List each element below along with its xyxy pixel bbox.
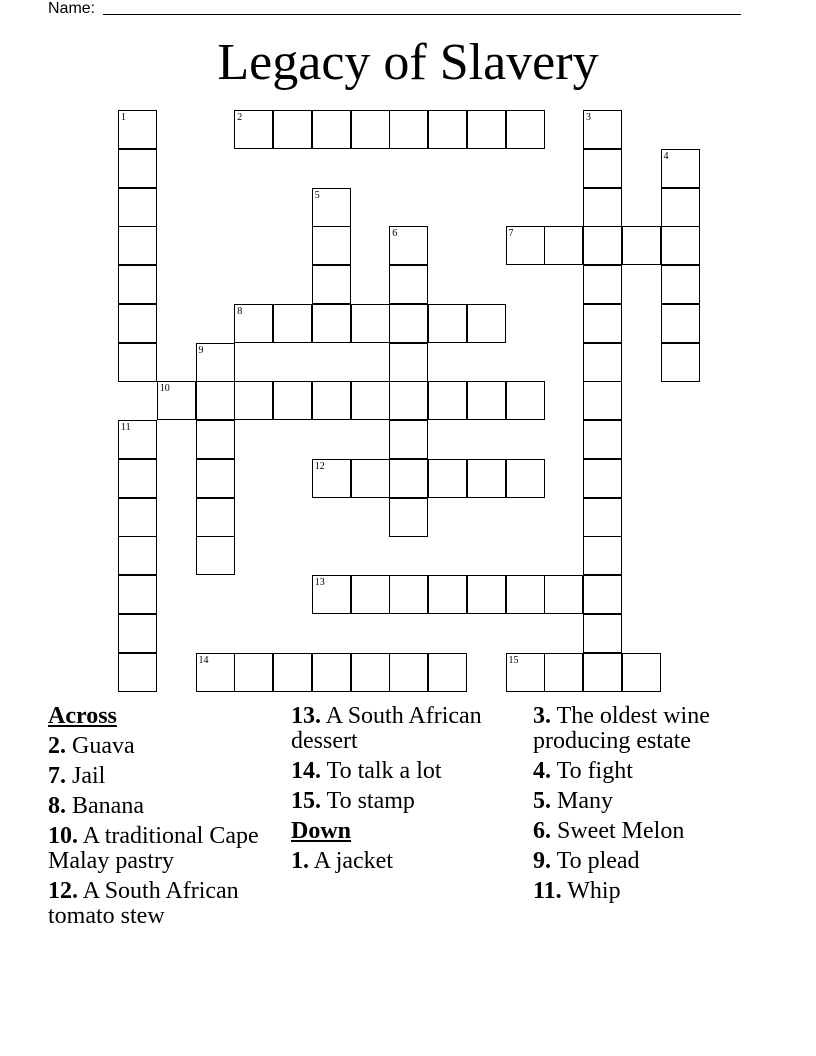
grid-cell[interactable]	[118, 226, 157, 265]
grid-cell[interactable]	[351, 459, 390, 498]
clue-number: 10	[159, 383, 170, 395]
clue-number: 14	[198, 654, 209, 666]
grid-cell[interactable]	[583, 614, 622, 653]
grid-cell[interactable]	[544, 226, 583, 265]
grid-cell[interactable]	[312, 381, 351, 420]
grid-cell[interactable]	[661, 343, 700, 382]
grid-cell[interactable]	[389, 110, 428, 149]
grid-cell[interactable]	[312, 188, 351, 227]
grid-cell[interactable]	[118, 110, 157, 149]
grid-cell[interactable]	[544, 575, 583, 614]
clue-column-1	[48, 704, 288, 934]
grid-cell[interactable]	[389, 304, 428, 343]
grid-cell[interactable]	[157, 381, 196, 420]
grid-cell[interactable]	[583, 498, 622, 537]
grid-cell[interactable]	[118, 575, 157, 614]
grid-cell[interactable]	[118, 265, 157, 304]
grid-cell[interactable]	[389, 226, 428, 265]
grid-cell[interactable]	[196, 653, 235, 692]
clue-down-1: 1. A jacket	[291, 848, 393, 874]
clue-number: 3	[586, 112, 591, 123]
grid-cell[interactable]	[389, 343, 428, 382]
clue-number: 11	[121, 422, 131, 433]
clue-across-8: 8. Banana	[48, 793, 144, 819]
clue-down-6: 6. Sweet Melon	[533, 818, 685, 844]
grid-cell[interactable]	[467, 110, 506, 149]
grid-cell[interactable]	[506, 110, 545, 149]
grid-cell[interactable]	[661, 265, 700, 304]
clue-across-10: 10. A traditional Cape Malay pastry	[48, 823, 259, 874]
grid-cell[interactable]	[196, 343, 235, 382]
grid-cell[interactable]	[583, 420, 622, 459]
grid-cell[interactable]	[351, 381, 390, 420]
clue-number: 8	[237, 305, 243, 317]
grid-cell[interactable]	[273, 653, 312, 692]
grid-cell[interactable]	[118, 653, 157, 692]
grid-cell[interactable]	[312, 575, 351, 614]
grid-cell[interactable]	[389, 575, 428, 614]
grid-cell[interactable]	[506, 381, 545, 420]
clue-down-11: 11. Whip	[533, 878, 621, 904]
grid-cell[interactable]	[118, 536, 157, 575]
grid-cell[interactable]	[622, 653, 661, 692]
clue-column-2	[291, 704, 531, 879]
clue-across-14: 14. To talk a lot	[291, 758, 442, 784]
grid-cell[interactable]	[234, 653, 273, 692]
grid-cell[interactable]	[661, 304, 700, 343]
clue-number: 4	[663, 150, 669, 162]
grid-cell[interactable]	[196, 381, 235, 420]
grid-cell[interactable]	[544, 653, 583, 692]
grid-cell[interactable]	[583, 343, 622, 382]
clue-down-9: 9. To plead	[533, 848, 640, 874]
grid-cell[interactable]	[428, 575, 467, 614]
grid-cell[interactable]	[467, 575, 506, 614]
clue-across-2: 2. Guava	[48, 733, 135, 759]
grid-cell[interactable]	[583, 536, 622, 575]
grid-cell[interactable]	[583, 653, 622, 692]
grid-cell[interactable]	[583, 381, 622, 420]
clue-number: 6	[392, 228, 398, 240]
grid-cell[interactable]	[661, 188, 700, 227]
grid-cell[interactable]	[312, 110, 351, 149]
grid-cell[interactable]	[312, 226, 351, 265]
grid-cell[interactable]	[583, 575, 622, 614]
grid-cell[interactable]	[118, 459, 157, 498]
grid-cell[interactable]	[312, 653, 351, 692]
grid-cell[interactable]	[467, 381, 506, 420]
clue-number: 13	[314, 577, 325, 588]
grid-cell[interactable]	[622, 226, 661, 265]
grid-cell[interactable]	[506, 459, 545, 498]
grid-cell[interactable]	[312, 304, 351, 343]
grid-cell[interactable]	[389, 459, 428, 498]
grid-cell[interactable]	[273, 381, 312, 420]
grid-cell[interactable]	[583, 304, 622, 343]
grid-cell[interactable]	[273, 304, 312, 343]
grid-cell[interactable]	[351, 653, 390, 692]
grid-cell[interactable]	[583, 265, 622, 304]
grid-cell[interactable]	[583, 149, 622, 188]
grid-cell[interactable]	[196, 498, 235, 537]
grid-cell[interactable]	[312, 265, 351, 304]
grid-cell[interactable]	[661, 149, 700, 188]
grid-cell[interactable]	[428, 459, 467, 498]
clue-number: 7	[508, 228, 514, 240]
grid-cell[interactable]	[389, 498, 428, 537]
clue-down-4: 4. To fight	[533, 758, 633, 784]
grid-cell[interactable]	[234, 304, 273, 343]
clue-across-7: 7. Jail	[48, 763, 106, 789]
puzzle-title: Legacy of Slavery	[217, 34, 599, 91]
grid-cell[interactable]	[196, 420, 235, 459]
grid-cell[interactable]	[196, 536, 235, 575]
grid-cell[interactable]	[506, 226, 545, 265]
grid-cell[interactable]	[273, 110, 312, 149]
grid-cell[interactable]	[118, 498, 157, 537]
clue-column-3	[533, 704, 773, 909]
grid-cell[interactable]	[234, 381, 273, 420]
grid-cell[interactable]	[583, 226, 622, 265]
clue-across-13: 13. A South African dessert	[291, 703, 482, 754]
grid-cell[interactable]	[428, 381, 467, 420]
grid-cell[interactable]	[389, 420, 428, 459]
grid-cell[interactable]	[428, 653, 467, 692]
name-label: Name:	[48, 0, 96, 17]
grid-cell[interactable]	[506, 575, 545, 614]
grid-cell[interactable]	[312, 459, 351, 498]
grid-cell[interactable]	[506, 653, 545, 692]
clue-number: 5	[314, 189, 320, 201]
grid-cell[interactable]	[583, 459, 622, 498]
grid-cell[interactable]	[351, 575, 390, 614]
clue-down-3: 3. The oldest wine producing estate	[533, 703, 710, 754]
grid-cell[interactable]	[467, 459, 506, 498]
clue-across-15: 15. To stamp	[291, 788, 415, 814]
clue-number: 1	[121, 112, 126, 123]
grid-cell[interactable]	[196, 459, 235, 498]
grid-cell[interactable]	[428, 304, 467, 343]
grid-cell[interactable]	[389, 265, 428, 304]
clue-number: 9	[198, 344, 204, 356]
grid-cell[interactable]	[583, 188, 622, 227]
grid-cell[interactable]	[583, 110, 622, 149]
clue-number: 12	[314, 460, 325, 472]
clue-number: 2	[237, 112, 243, 123]
grid-cell[interactable]	[118, 188, 157, 227]
grid-cell[interactable]	[118, 304, 157, 343]
clue-down-5: 5. Many	[533, 788, 613, 814]
grid-cell[interactable]	[428, 110, 467, 149]
across-heading: Across	[48, 703, 117, 729]
grid-cell[interactable]	[118, 614, 157, 653]
grid-cell[interactable]	[118, 149, 157, 188]
clue-number: 15	[508, 654, 519, 666]
clue-across-12: 12. A South African tomato stew	[48, 878, 239, 929]
grid-cell[interactable]	[389, 381, 428, 420]
grid-cell[interactable]	[351, 110, 390, 149]
grid-cell[interactable]	[467, 304, 506, 343]
grid-cell[interactable]	[351, 304, 390, 343]
grid-cell[interactable]	[389, 653, 428, 692]
grid-cell[interactable]	[661, 226, 700, 265]
down-heading: Down	[291, 818, 352, 844]
grid-cell[interactable]	[118, 420, 157, 459]
grid-cell[interactable]	[234, 110, 273, 149]
grid-cell[interactable]	[118, 343, 157, 382]
